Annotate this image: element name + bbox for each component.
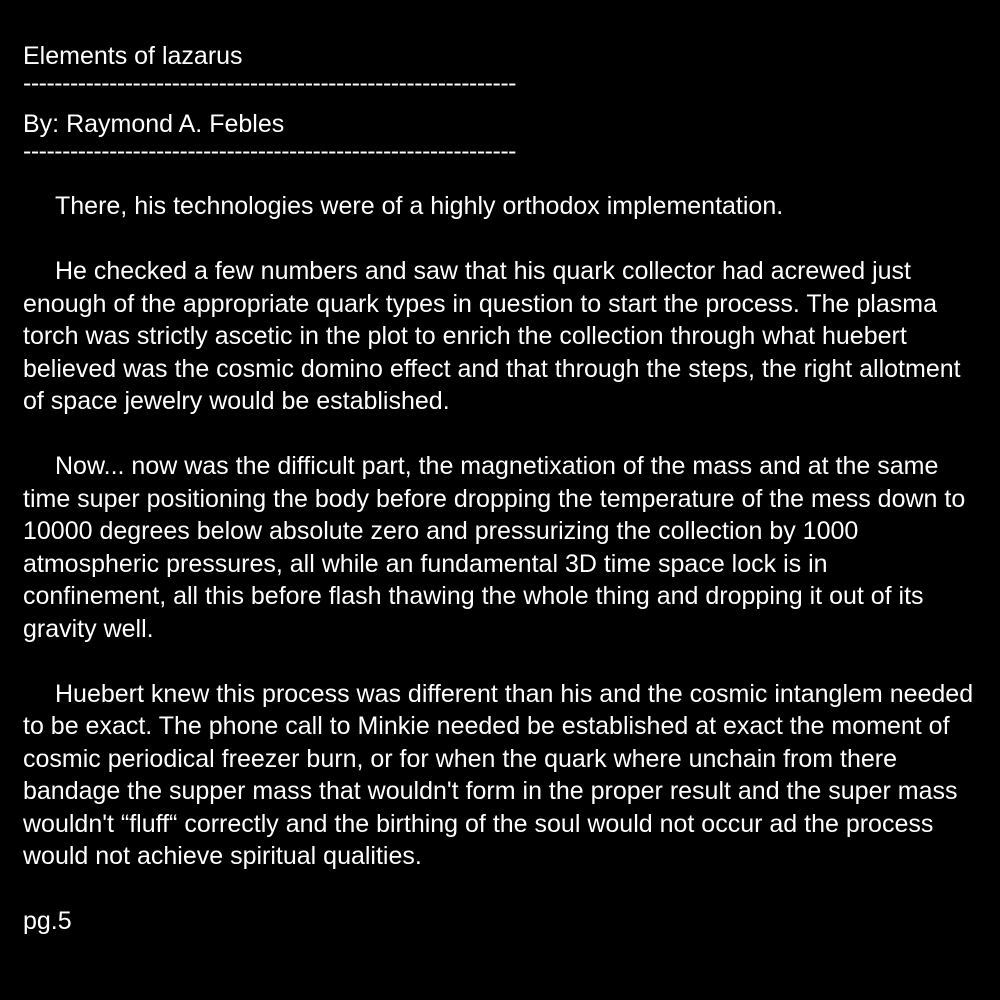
paragraph-2: He checked a few numbers and saw that his quark collector had acrewed just enough of the appropriate quark types in question to start the process. The plasma torch was strictly ascetic in the plot to enrich the collection through what huebert believed was the cosmic domino effect and that through the steps, the right allotment of space jewelry would be established. [23, 257, 961, 415]
document-body [23, 190, 976, 938]
paragraph-1: There, his technologies were of a highly orthodox implementation. [55, 192, 784, 220]
author-byline: By: Raymond A. Febles [23, 110, 285, 138]
page-number: pg.5 [23, 907, 72, 935]
paragraph-4: Huebert knew this process was different than his and the cosmic intanglem needed to be exact. The phone call to Minkie needed be established at exact the moment of cosmic periodical freezer burn, or for when the quark where unchain from there bandage the supper mass that wouldn't form in the proper result and the super mass wouldn't “fluff“ correctly and the birthing of the soul would not occur ad the process would not achieve spiritual qualities. [23, 679, 974, 870]
document-title: Elements of lazarus [23, 42, 243, 70]
byline-divider: --------------------------------------------------------------- [23, 141, 516, 165]
paragraph-3: Now... now was the difficult part, the magnetixation of the mass and at the same time super positioning the body before dropping the temperature of the mess down to 10000 degrees below absolute zero and pressurizing the collection by 1000 atmospheric pressures, all while an fundamental 3D time space lock is in confinement, all this before flash thawing the whole thing and dropping it out of its gravity well. [23, 452, 966, 643]
title-divider: --------------------------------------------------------------- [23, 73, 516, 97]
